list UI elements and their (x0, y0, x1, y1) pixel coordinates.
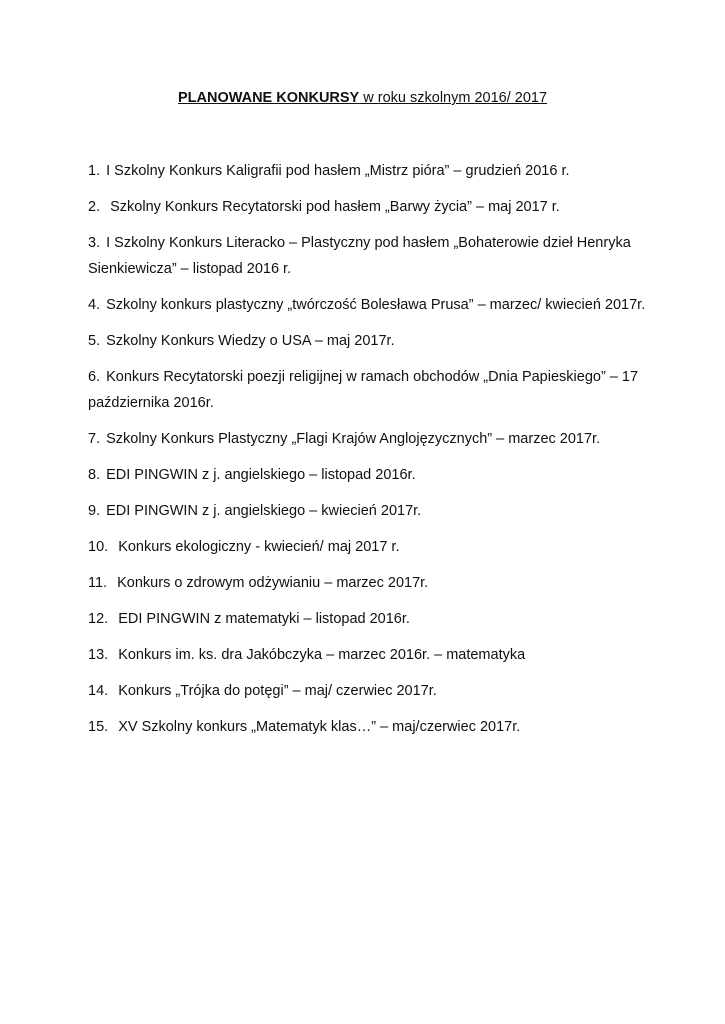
item-text: I Szkolny Konkurs Literacko – Plastyczny pod hasłem „Bohaterowie dzieł Henryka Sienkiewicza” – listopad 2016 r. (88, 235, 631, 277)
item-number: 3. (88, 235, 101, 251)
item-text: Szkolny Konkurs Recytatorski pod hasłem „Barwy życia” – maj 2017 r. (106, 199, 560, 215)
list-item (88, 570, 658, 596)
list-item (88, 606, 658, 632)
list-item (88, 534, 658, 560)
item-text: Konkurs Recytatorski poezji religijnej w ramach obchodów „Dnia Papieskiego” – 17 października 2016r. (88, 369, 639, 411)
list-item (88, 678, 658, 704)
list-item (88, 158, 658, 184)
list-item (88, 230, 658, 282)
list-item (88, 462, 658, 488)
item-number: 6. (88, 369, 101, 385)
item-text: EDI PINGWIN z j. angielskiego – kwiecień 2017r. (106, 503, 422, 519)
item-text: Szkolny Konkurs Wiedzy o USA – maj 2017r. (106, 333, 395, 349)
title-rest-part: w roku szkolnym 2016/ 2017 (359, 90, 548, 106)
item-text: Konkurs „Trójka do potęgi” – maj/ czerwiec 2017r. (114, 683, 437, 699)
item-number: 4. (88, 297, 101, 313)
list-item (88, 328, 658, 354)
list-item (88, 364, 658, 416)
title-bold-part: PLANOWANE KONKURSY (177, 90, 360, 106)
item-number: 1. (88, 163, 101, 179)
item-number: 12. (88, 611, 109, 627)
item-text: EDI PINGWIN z matematyki – listopad 2016r. (114, 611, 410, 627)
item-number: 2. (88, 199, 101, 215)
item-number: 8. (88, 467, 101, 483)
item-text: Szkolny Konkurs Plastyczny „Flagi Krajów Anglojęzycznych” – marzec 2017r. (106, 431, 601, 447)
item-number: 14. (88, 683, 109, 699)
list-item (88, 292, 658, 318)
item-number: 11. (88, 575, 108, 591)
document-title (0, 88, 725, 108)
item-text: I Szkolny Konkurs Kaligrafii pod hasłem „Mistrz pióra” – grudzień 2016 r. (106, 163, 570, 179)
item-text: XV Szkolny konkurs „Matematyk klas…” – maj/czerwiec 2017r. (114, 719, 521, 735)
item-number: 13. (88, 647, 109, 663)
item-text: Konkurs im. ks. dra Jakóbczyka – marzec 2016r. – matematyka (114, 647, 526, 663)
list-item (88, 714, 658, 740)
item-text: EDI PINGWIN z j. angielskiego – listopad 2016r. (106, 467, 416, 483)
item-number: 9. (88, 503, 101, 519)
list-item (88, 426, 658, 452)
item-text: Konkurs ekologiczny - kwiecień/ maj 2017 r. (114, 539, 400, 555)
item-number: 10. (88, 539, 109, 555)
item-number: 5. (88, 333, 101, 349)
item-number: 15. (88, 719, 109, 735)
contest-list (88, 158, 658, 750)
list-item (88, 642, 658, 668)
item-text: Szkolny konkurs plastyczny „twórczość Bolesława Prusa” – marzec/ kwiecień 2017r. (106, 297, 646, 313)
list-item (88, 194, 658, 220)
item-text: Konkurs o zdrowym odżywianiu – marzec 2017r. (113, 575, 429, 591)
list-item (88, 498, 658, 524)
item-number: 7. (88, 431, 101, 447)
